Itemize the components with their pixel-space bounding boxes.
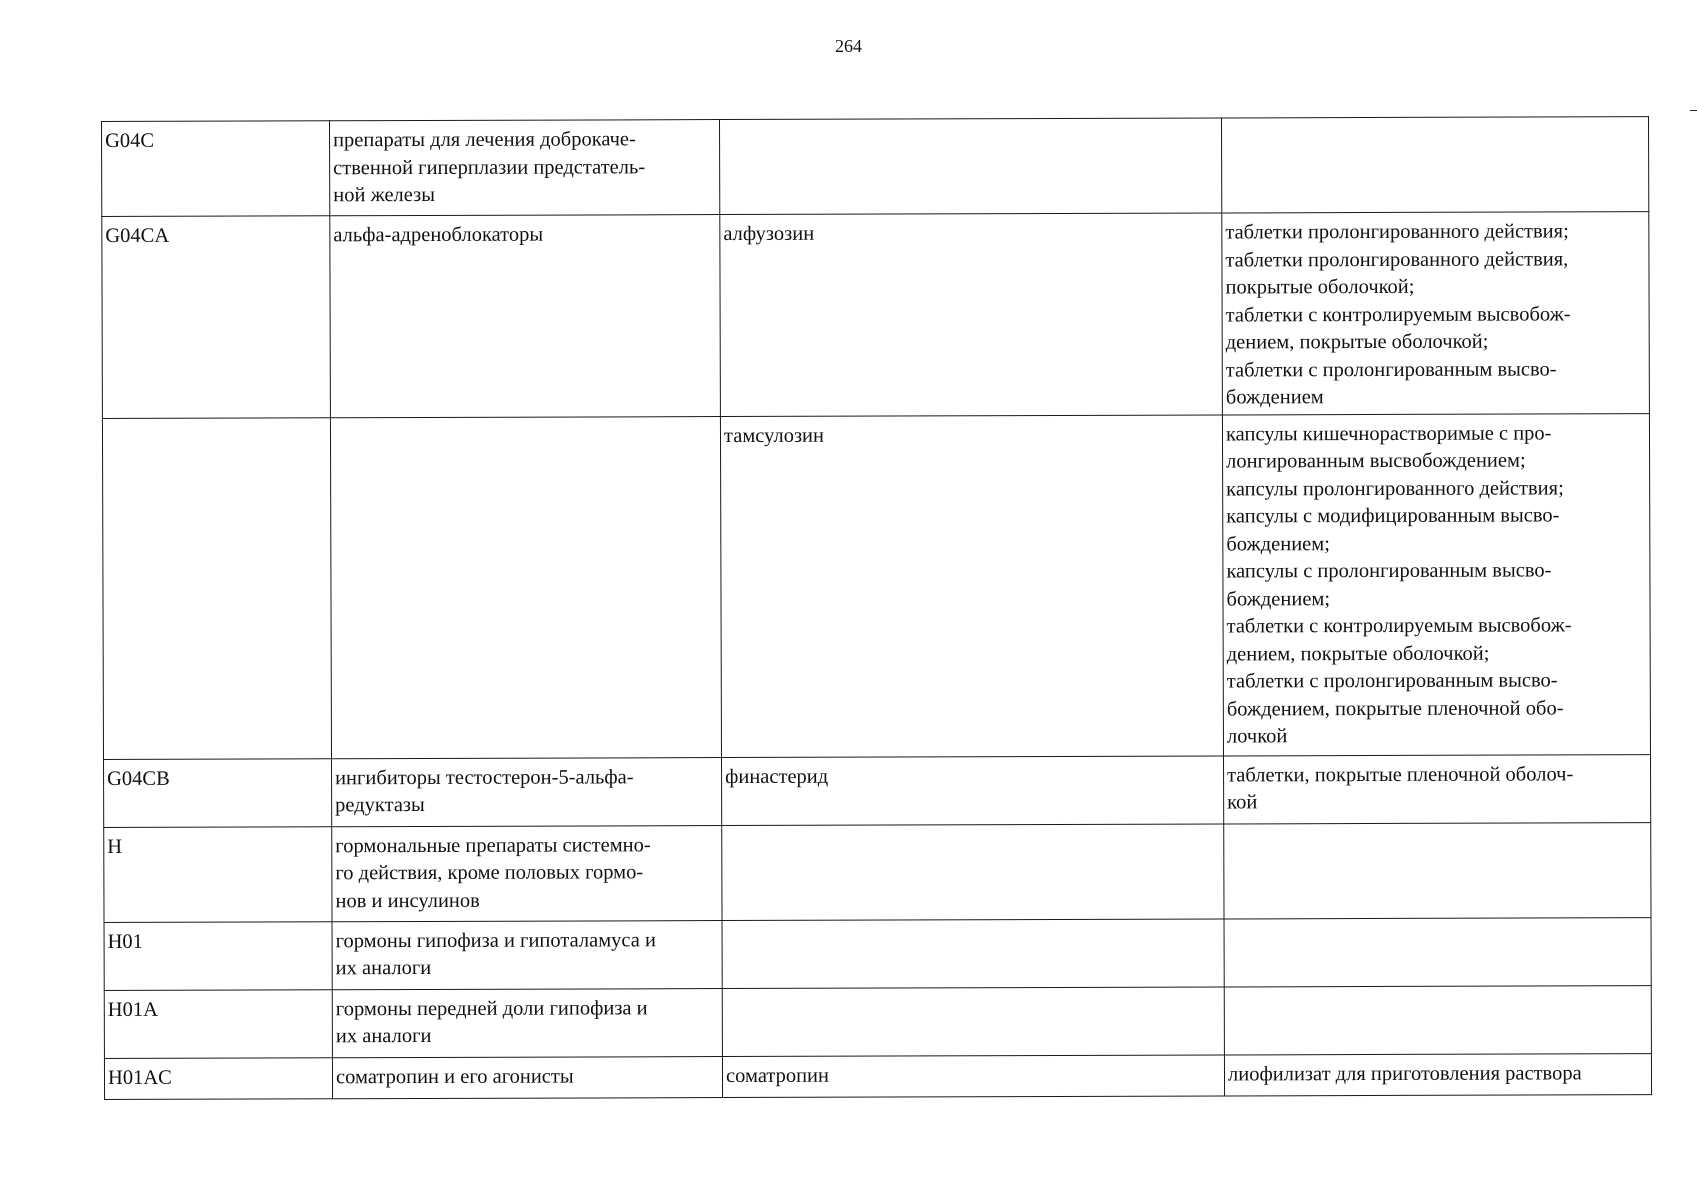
atc-code-cell: G04C bbox=[102, 121, 330, 217]
text-line: ингибиторы тестостерон-5-альфа- bbox=[335, 765, 634, 789]
dosage-forms-cell bbox=[1224, 917, 1651, 986]
text-line: кой bbox=[1227, 791, 1258, 814]
drug-name-cell bbox=[722, 918, 1224, 988]
table-row bbox=[104, 754, 1651, 827]
text-line: капсулы с пролонгированным высво- bbox=[1226, 559, 1552, 583]
group-name-cell bbox=[332, 920, 722, 989]
dosage-forms-cell bbox=[1224, 1053, 1651, 1095]
dosage-forms-cell bbox=[1221, 117, 1648, 213]
atc-code-cell: H bbox=[104, 826, 332, 922]
text-line: редуктазы bbox=[335, 793, 425, 817]
text-line: их аналоги bbox=[335, 956, 432, 980]
text-line: таблетки пролонгированного действия, bbox=[1225, 247, 1569, 271]
drug-name-cell bbox=[719, 118, 1221, 215]
group-name-cell bbox=[332, 988, 722, 1057]
atc-code-cell: G04CB bbox=[104, 758, 332, 827]
drug-name-cell bbox=[720, 414, 1223, 757]
text-line: ной железы bbox=[333, 183, 436, 207]
text-line: ственной гиперплазии предстатель- bbox=[333, 155, 646, 179]
text-line: таблетки с контролируемым высвобож- bbox=[1226, 614, 1572, 638]
dosage-forms-cell bbox=[1223, 754, 1650, 823]
text-line: лонгированным высвобождением; bbox=[1226, 449, 1526, 473]
text-line: финастерид bbox=[725, 765, 829, 788]
text-line: альфа-адреноблокаторы bbox=[333, 223, 544, 247]
text-line: дением, покрытые оболочкой; bbox=[1226, 642, 1490, 665]
table-row bbox=[104, 822, 1651, 922]
group-name-cell bbox=[332, 825, 722, 921]
text-line: капсулы кишечнорастворимые с про- bbox=[1225, 421, 1552, 445]
table-row bbox=[104, 985, 1651, 1058]
text-line: таблетки, покрытые пленочной оболоч- bbox=[1227, 762, 1574, 786]
group-name-cell bbox=[332, 1056, 722, 1098]
drug-name-cell bbox=[722, 755, 1224, 825]
drug-name-cell bbox=[722, 823, 1224, 920]
text-line: дением, покрытые оболочкой; bbox=[1225, 330, 1489, 354]
drug-name-cell bbox=[720, 213, 1223, 416]
dosage-forms-cell bbox=[1224, 822, 1651, 918]
margin-mark bbox=[1690, 110, 1697, 111]
dosage-forms-cell bbox=[1224, 985, 1651, 1054]
atc-code-cell: H01A bbox=[104, 989, 332, 1058]
table-row bbox=[102, 212, 1650, 418]
atc-code-cell bbox=[102, 417, 331, 759]
text-line: покрытые оболочкой; bbox=[1225, 275, 1415, 299]
table-row bbox=[104, 917, 1651, 990]
text-line: тамсулозин bbox=[723, 424, 825, 447]
text-line: лиофилизат для приготовления раствора bbox=[1227, 1061, 1582, 1085]
table-row bbox=[102, 413, 1650, 759]
text-line: го действия, кроме половых гормо- bbox=[335, 861, 644, 885]
dosage-forms-cell bbox=[1222, 212, 1650, 415]
text-line: гормоны гипофиза и гипоталамуса и bbox=[335, 928, 656, 952]
text-line: их аналоги bbox=[335, 1024, 432, 1048]
atc-code-cell: H01AC bbox=[104, 1057, 332, 1099]
group-name-cell bbox=[330, 215, 721, 418]
text-line: капсулы с модифицированным высво- bbox=[1226, 504, 1560, 528]
text-line: препараты для лечения доброкаче- bbox=[333, 128, 636, 152]
drug-name-cell bbox=[722, 1054, 1224, 1097]
text-line: бождением; bbox=[1226, 587, 1331, 610]
drug-name-cell bbox=[722, 986, 1224, 1056]
group-name-cell bbox=[330, 120, 720, 216]
text-line: таблетки с пролонгированным высво- bbox=[1225, 357, 1557, 381]
text-line: гормоны передней доли гипофиза и bbox=[335, 996, 648, 1020]
drug-classification-table bbox=[101, 116, 1652, 1099]
table-row bbox=[104, 1053, 1651, 1099]
text-line: нов и инсулинов bbox=[335, 889, 480, 912]
table-row bbox=[102, 117, 1649, 217]
text-line: гормональные препараты системно- bbox=[335, 833, 651, 857]
text-line: соматропин и его агонисты bbox=[335, 1065, 574, 1088]
group-name-cell bbox=[332, 757, 722, 826]
text-line: таблетки пролонгированного действия; bbox=[1225, 220, 1569, 244]
text-line: бождением; bbox=[1226, 532, 1330, 555]
text-line: соматропин bbox=[725, 1064, 830, 1087]
dosage-forms-cell bbox=[1222, 413, 1650, 755]
atc-code-cell: H01 bbox=[104, 921, 332, 990]
group-name-cell bbox=[330, 416, 721, 758]
atc-code-cell: G04CA bbox=[102, 216, 331, 418]
text-line: таблетки с пролонгированным высво- bbox=[1226, 669, 1558, 693]
page-number: 264 bbox=[835, 36, 862, 56]
text-line: капсулы пролонгированного действия; bbox=[1226, 476, 1564, 500]
text-line: алфузозин bbox=[723, 222, 815, 246]
text-line: таблетки с контролируемым высвобож- bbox=[1225, 302, 1571, 326]
text-line: бождением, покрытые пленочной обо- bbox=[1226, 696, 1564, 720]
text-line: лочкой bbox=[1226, 725, 1288, 748]
text-line: бождением bbox=[1225, 386, 1324, 409]
